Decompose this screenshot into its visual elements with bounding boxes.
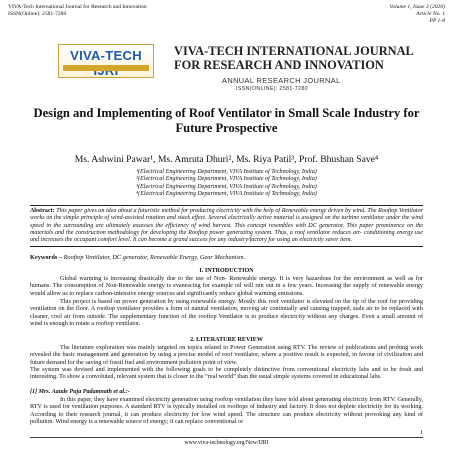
masthead-line-1: VIVA-TECH INTERNATIONAL JOURNAL: [174, 44, 414, 58]
intro-paragraph-1: Global warming is increasing drastically due to the use of Non- Renewable energy. It is very hazardous for the environment as well as for humans. The consumption of Non-Renewable energy is evanescing for example oil will run out in a few years. Increasing the supply of renewable energy would allow us to replace carbon-intensive energy sources and significantly reduce global warming emissions.: [30, 275, 423, 297]
footer-divider: [30, 437, 423, 438]
subsection-paragraph: In this paper, they have examined electricity generation using rooftop ventilation they have told about generating electricity from RTV. Generally, RTV is used for ventilation purposes. A standard RTV is typically installed on rooftops of industry and factory. It does not deplete electricity for its working. According to their research journal, it can produce electricity for low wind speed. The structure can produce electricity without provoking any kind of pollution. Wind energy is a renewable source of energy; it can replace conventional or: [30, 396, 423, 425]
paper-title: Design and Implementing of Roof Ventilator in Small Scale Industry for Future Prospective: [33, 106, 420, 135]
abstract-text: This paper gives an idea about a futuristic method for producing electricity with the help of Renewable energy driven by wind. The Rooftop Ventilator works on the simple principle of wind-assisted rotation and stack effect. Several electrically active material is assigned on the turbine ventilator under the wind speed in the surrounding are ultimately assesses the efficiency of wind harvest. This concept resembles with DC generator. This paper prominence on the materials and the construction methodology for developing the Rooftop power generating system. Thus, a roof ventilator reduces air- conditioning energy use and increases the occupant comfort level. It can become a grand success for any industry/factory for using an electricity saver item.: [30, 208, 423, 244]
masthead-line-2: FOR RESEARCH AND INNOVATION: [174, 58, 384, 72]
journal-name-header: VIVA-Tech International Journal for Research and Innovation: [8, 4, 147, 10]
subsection-heading: [1] Mrs. Aaude Puja Padamnath et al.:-: [30, 389, 130, 395]
section-heading-introduction: I. INTRODUCTION: [199, 268, 254, 274]
affiliation-4: ⁴(Electrical Engineering Department, VIVA Institute of Technology, India): [136, 191, 317, 198]
keywords: [30, 254, 423, 261]
keywords-label: Keywords –: [30, 254, 63, 261]
footer-url: www.viva-technology.org/New/IJRI: [184, 440, 269, 446]
page-number: 1: [419, 430, 423, 436]
journal-masthead-title: [174, 44, 414, 72]
affiliation-2: ²(Electrical Engineering Department, VIVA Institute of Technology, India): [136, 176, 317, 183]
literature-paragraph-2: The system was devised and implemented with the following goals to be completely distinctive from conventional electricity labs and to be fresh and interesting. To show a convoluted, relevant system that is closer to the “real world” than the usual simple systems covered in educational labs.: [30, 366, 423, 381]
abstract: [30, 205, 423, 247]
volume-info: Volume 1, Issue 3 (2020): [389, 4, 445, 10]
intro-paragraph-2: This project is based on power generation by using renewable energy. Mostly this roof ventilator is elevated on the tip of the roof for providing ventilation on the floor. A rooftop ventilator provides a form of natural ventilation, moving air continually and causing trapped, stale air to be replaced with cleaner, cool air from outside. The supplementary function of the rooftop Ventilator is to produce electricity without any charges. Even a small amount of wind is enough to rotate a rooftop ventilator.: [30, 298, 423, 327]
running-header-right: [390, 4, 445, 25]
page-range: PP 1-8: [429, 18, 445, 24]
issn-header: ISSN(Online): 2581-7280: [8, 11, 67, 17]
masthead-subtitle: ANNUAL RESEARCH JOURNAL: [222, 76, 341, 85]
affiliations: [0, 169, 453, 199]
masthead-issn: ISSN(ONLINE): 2581-7280: [236, 86, 308, 92]
logo-text: VIVA-TECH: [70, 48, 142, 63]
running-header-left: [8, 4, 147, 18]
author-list: Ms. Ashwini Pawar¹, Ms. Amruta Dhuri², Ms. Riya Patil³, Prof. Bhushan Save⁴: [74, 154, 379, 165]
keywords-text: Rooftop Ventilator, DC generator, Renewable Energy, Gear Mechanism.: [62, 254, 246, 261]
logo-band: [63, 65, 149, 71]
abstract-label: Abstract:: [30, 208, 55, 214]
journal-logo: [58, 44, 154, 78]
affiliation-3: ³(Electrical Engineering Department, VIVA Institute of Technology, India): [136, 183, 317, 190]
article-number: Article No. 1: [416, 11, 445, 17]
affiliation-1: ¹(Electrical Engineering Department, VIVA Institute of Technology, India): [136, 169, 317, 175]
section-heading-literature-review: 2. LITERATURE REVIEW: [190, 337, 263, 343]
literature-paragraph-1: The literature exploration was mainly targeted on topics related to Power Generation using RTV. The review of publications and probing work revealed the basic management and generation by using a precise model of roof ventilator, where a positive result is expected, in favour of civilization and future demand for the saving of fossil fuel and environment pollution point of view.: [30, 344, 423, 366]
